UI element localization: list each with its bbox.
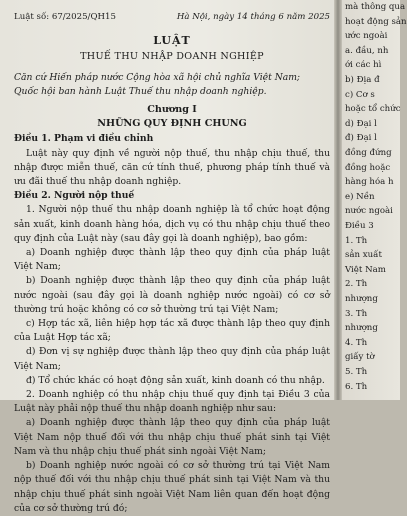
adjacent-page-line: 2. Th <box>345 279 368 290</box>
place-date: Hà Nội, ngày 14 tháng 6 năm 2025 <box>176 12 330 22</box>
adjacent-page-line: ới các hì <box>345 60 382 71</box>
adjacent-page-line: đồng đứng <box>345 148 392 158</box>
adjacent-page-line: 1. Th <box>345 235 368 246</box>
page-content <box>14 10 330 516</box>
article-2-clause-1: 1. Người nộp thuế thu nhập doanh nghiệp là tổ chức hoạt động sản xuất, kinh doanh hàng hóa, dịch vụ có thu nhập chịu thuế theo quy định của Luật này (sau đây gọi là doanh nghiệp), bao gồm: <box>14 204 330 244</box>
article-2-item-c: c) Hợp tác xã, liên hiệp hợp tác xã được thành lập theo quy định của Luật Hợp tác xã; <box>14 318 330 344</box>
adjacent-page-line: hoạt động sản <box>345 16 407 27</box>
article-1-heading: Điều 1. Phạm vi điều chỉnh <box>14 133 154 145</box>
adjacent-page-line: 5. Th <box>345 367 368 377</box>
adjacent-page-line: nhượng <box>345 323 378 334</box>
adjacent-page-line: Việt Nam <box>345 264 386 275</box>
adjacent-page-line: 4. Th <box>345 337 368 348</box>
article-2-item-dd: đ) Tổ chức khác có hoạt động sản xuất, kinh doanh có thu nhập. <box>26 374 325 386</box>
adjacent-page-line: nhượng <box>345 294 378 304</box>
article-2-clause-2-item-a: a) Doanh nghiệp được thành lập theo quy định của pháp luật Việt Nam nộp thuế đối với thu nhập chịu thuế phát sinh tại Việt Nam và thu nhập chịu thuế phát sinh ngoài Việt Nam; <box>14 417 330 457</box>
chapter-number: Chương I <box>147 104 197 116</box>
book-gutter <box>334 0 342 400</box>
adjacent-page-line: hàng hóa h <box>345 177 394 188</box>
chapter-title: NHỮNG QUY ĐỊNH CHUNG <box>97 118 247 130</box>
adjacent-page-line: ước ngoài <box>345 31 388 42</box>
adjacent-page-line: d) Đại l <box>345 118 377 129</box>
document-title: LUẬT <box>153 34 191 48</box>
adjacent-page <box>342 0 407 400</box>
document-subtitle: THUẾ THU NHẬP DOANH NGHIỆP <box>80 51 264 63</box>
adjacent-page-line: b) Địa đ <box>345 75 380 85</box>
legal-basis-2: Quốc hội ban hành Luật Thuế thu nhập doanh nghiệp. <box>14 85 267 97</box>
adjacent-page-line: a. đầu, nh <box>345 45 389 56</box>
article-2-item-b: b) Doanh nghiệp được thành lập theo quy định của pháp luật nước ngoài (sau đây gọi là doanh nghiệp nước ngoài) có cơ sở thường trú hoặc không có cơ sở thường trú tại Việt Nam; <box>14 275 330 315</box>
adjacent-page-line: mà thông qua <box>345 2 406 12</box>
adjacent-page-line: sản xuất <box>345 250 382 261</box>
adjacent-page-line: nước ngoài <box>345 206 393 217</box>
adjacent-page-line: 3. Th <box>345 308 368 319</box>
adjacent-page-line: đ) Đại l <box>345 133 377 144</box>
article-2-heading: Điều 2. Người nộp thuế <box>14 190 135 202</box>
adjacent-page-line: hoặc tổ chức <box>345 104 401 115</box>
adjacent-page-line: Điều 3 <box>345 221 374 231</box>
adjacent-page-line: c) Cơ s <box>345 89 375 100</box>
article-2-item-a: a) Doanh nghiệp được thành lập theo quy định của pháp luật Việt Nam; <box>14 247 330 273</box>
article-2-item-d: d) Đơn vị sự nghiệp được thành lập theo quy định của pháp luật Việt Nam; <box>14 346 330 372</box>
article-2-clause-2-item-b: b) Doanh nghiệp nước ngoài có cơ sở thường trú tại Việt Nam nộp thuế đối với thu nhập chịu thuế phát sinh tại Việt Nam và thu nhập chịu thuế phát sinh ngoài Việt Nam liên quan đến hoạt động của cơ sở thường trú đó; <box>14 460 330 514</box>
law-number: Luật số: 67/2025/QH15 <box>14 12 116 22</box>
document-header <box>14 10 330 24</box>
adjacent-page-line: giấy tờ <box>345 352 375 363</box>
adjacent-page-line: 6. Th <box>345 381 368 392</box>
article-2-clause-2: 2. Doanh nghiệp có thu nhập chịu thuế quy định tại Điều 3 của Luật này phải nộp thuế thu nhập doanh nghiệp như sau: <box>14 389 330 415</box>
adjacent-page-line: đồng hoặc <box>345 162 391 173</box>
adjacent-page-line: e) Nền <box>345 191 375 202</box>
legal-basis-1: Căn cứ Hiến pháp nước Cộng hòa xã hội chủ nghĩa Việt Nam; <box>14 71 301 83</box>
article-1-text: Luật này quy định về người nộp thuế, thu nhập chịu thuế, thu nhập được miễn thuế, căn cứ tính thuế, phương pháp tính thuế và ưu đãi thuế thu nhập doanh nghiệp. <box>14 147 330 188</box>
